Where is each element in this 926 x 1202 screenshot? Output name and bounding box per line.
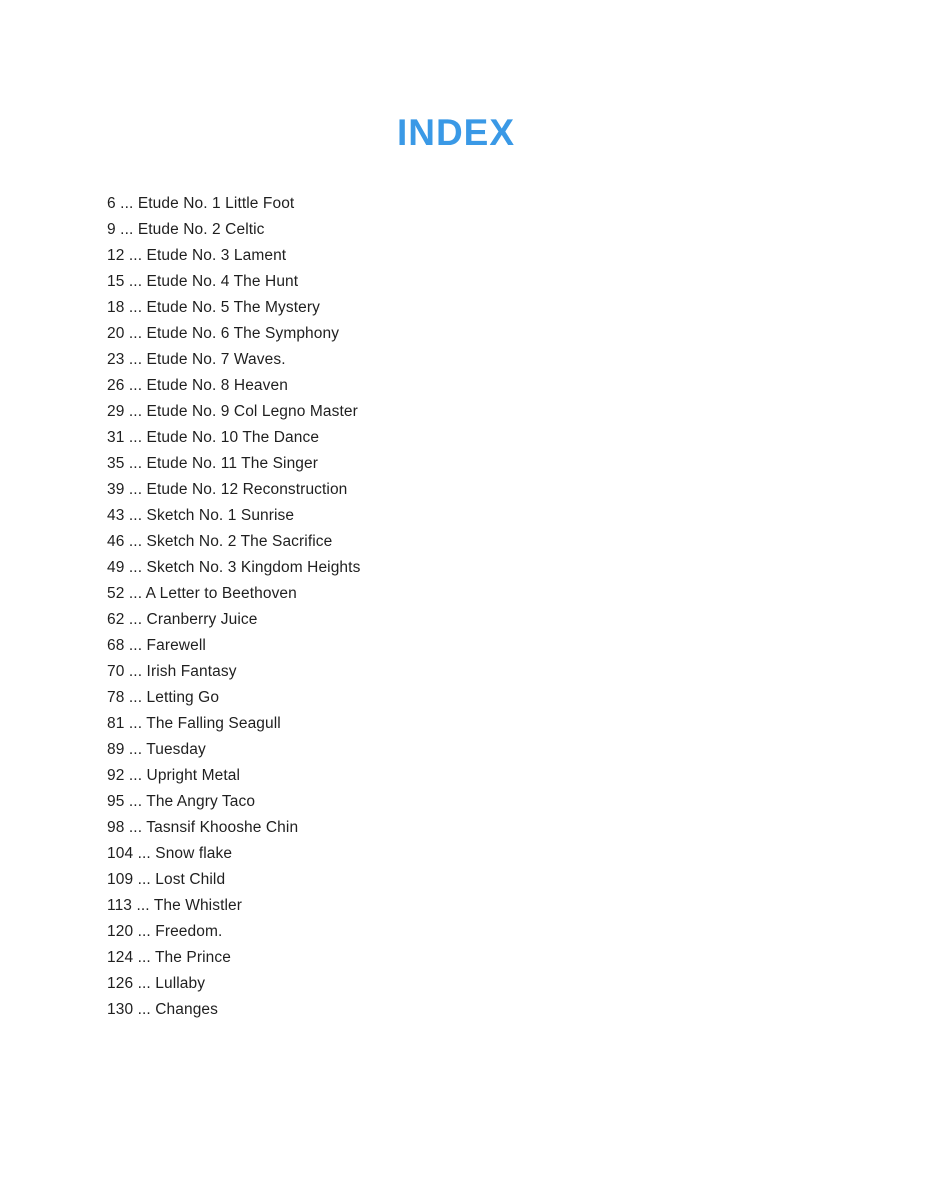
index-entry [107, 789, 807, 815]
index-entry [107, 711, 807, 737]
entry-separator: ... [128, 585, 143, 602]
entry-separator: ... [128, 481, 143, 498]
entry-title: Sketch No. 3 Kingdom Heights [146, 559, 361, 576]
entry-title: Cranberry Juice [146, 611, 258, 628]
entry-page-number: 35 [107, 455, 125, 472]
entry-separator: ... [128, 377, 143, 394]
index-entry [107, 217, 807, 243]
entry-separator: ... [128, 247, 143, 264]
entry-page-number: 124 [107, 949, 134, 966]
entry-title: The Falling Seagull [146, 715, 281, 732]
index-entry [107, 321, 807, 347]
entry-page-number: 12 [107, 247, 125, 264]
entry-page-number: 29 [107, 403, 125, 420]
entry-separator: ... [128, 403, 143, 420]
entry-page-number: 68 [107, 637, 125, 654]
entry-separator: ... [128, 689, 143, 706]
entry-separator: ... [128, 533, 143, 550]
entry-page-number: 130 [107, 1001, 134, 1018]
entry-page-number: 20 [107, 325, 125, 342]
entry-page-number: 98 [107, 819, 125, 836]
index-entry [107, 477, 807, 503]
index-entry [107, 815, 807, 841]
entry-title: Etude No. 7 Waves. [146, 351, 286, 368]
entry-title: The Whistler [153, 897, 243, 914]
entry-title: Lost Child [155, 871, 226, 888]
index-entry [107, 841, 807, 867]
entry-title: Etude No. 11 The Singer [146, 455, 319, 472]
entry-page-number: 9 [107, 221, 116, 238]
entry-separator: ... [128, 715, 143, 732]
entry-page-number: 43 [107, 507, 125, 524]
entry-page-number: 62 [107, 611, 125, 628]
index-entry [107, 919, 807, 945]
index-entry [107, 685, 807, 711]
entry-page-number: 46 [107, 533, 125, 550]
index-entry [107, 607, 807, 633]
entry-separator: ... [128, 767, 143, 784]
entry-separator: ... [128, 611, 143, 628]
entry-title: The Prince [154, 949, 231, 966]
entry-page-number: 89 [107, 741, 125, 758]
entry-separator: ... [128, 273, 143, 290]
entry-separator: ... [128, 819, 143, 836]
index-entry [107, 893, 807, 919]
page-title: INDEX [396, 112, 516, 153]
entry-separator: ... [128, 325, 143, 342]
entry-separator: ... [128, 663, 143, 680]
entry-page-number: 126 [107, 975, 134, 992]
entry-page-number: 31 [107, 429, 125, 446]
entry-title: Etude No. 6 The Symphony [146, 325, 340, 342]
entry-separator: ... [128, 429, 143, 446]
entry-title: Lullaby [155, 975, 206, 992]
index-entry [107, 295, 807, 321]
entry-page-number: 104 [107, 845, 134, 862]
entry-title: A Letter to Beethoven [145, 585, 297, 602]
entry-separator: ... [128, 637, 143, 654]
entry-page-number: 6 [107, 195, 116, 212]
entry-title: Snow flake [155, 845, 233, 862]
entry-title: Farewell [146, 637, 206, 654]
entry-page-number: 81 [107, 715, 125, 732]
entry-title: Etude No. 8 Heaven [146, 377, 288, 394]
index-entry [107, 399, 807, 425]
index-entry [107, 659, 807, 685]
index-entry [107, 425, 807, 451]
index-entry [107, 373, 807, 399]
entry-title: Etude No. 4 The Hunt [146, 273, 299, 290]
entry-title: Letting Go [146, 689, 220, 706]
entry-title: Etude No. 12 Reconstruction [146, 481, 348, 498]
entry-separator: ... [137, 923, 151, 940]
entry-title: Sketch No. 1 Sunrise [146, 507, 295, 524]
index-entry [107, 555, 807, 581]
index-entry [107, 269, 807, 295]
index-list [107, 191, 807, 1023]
entry-page-number: 70 [107, 663, 125, 680]
entry-page-number: 113 [107, 897, 133, 914]
entry-title: Etude No. 5 The Mystery [146, 299, 320, 316]
entry-page-number: 18 [107, 299, 125, 316]
entry-title: Upright Metal [146, 767, 241, 784]
entry-separator: ... [128, 299, 143, 316]
entry-separator: ... [137, 871, 151, 888]
index-entry [107, 581, 807, 607]
entry-page-number: 52 [107, 585, 125, 602]
entry-title: Sketch No. 2 The Sacrifice [146, 533, 333, 550]
entry-separator: ... [137, 949, 151, 966]
entry-title: Changes [155, 1001, 218, 1018]
entry-separator: ... [128, 741, 143, 758]
index-entry [107, 737, 807, 763]
entry-separator: ... [128, 793, 143, 810]
index-entry [107, 945, 807, 971]
index-entry [107, 243, 807, 269]
entry-separator: ... [137, 975, 151, 992]
index-entry [107, 633, 807, 659]
entry-title: Tasnsif Khooshe Chin [146, 819, 299, 836]
entry-title: Etude No. 10 The Dance [146, 429, 320, 446]
index-entry [107, 529, 807, 555]
entry-page-number: 92 [107, 767, 125, 784]
entry-page-number: 95 [107, 793, 125, 810]
entry-separator: ... [136, 897, 150, 914]
index-entry [107, 971, 807, 997]
entry-page-number: 15 [107, 273, 125, 290]
index-entry [107, 347, 807, 373]
entry-title: Etude No. 1 Little Foot [137, 195, 295, 212]
entry-page-number: 26 [107, 377, 125, 394]
entry-title: Etude No. 2 Celtic [137, 221, 265, 238]
entry-separator: ... [128, 455, 143, 472]
entry-separator: ... [128, 351, 143, 368]
entry-page-number: 78 [107, 689, 125, 706]
index-entry [107, 191, 807, 217]
index-entry [107, 997, 807, 1023]
entry-separator: ... [120, 221, 134, 238]
entry-separator: ... [128, 507, 143, 524]
entry-title: Freedom. [155, 923, 223, 940]
entry-title: Tuesday [146, 741, 206, 758]
entry-page-number: 120 [107, 923, 134, 940]
entry-title: Etude No. 9 Col Legno Master [146, 403, 358, 420]
entry-page-number: 23 [107, 351, 125, 368]
entry-page-number: 49 [107, 559, 125, 576]
index-entry [107, 451, 807, 477]
entry-title: Irish Fantasy [146, 663, 237, 680]
index-entry [107, 763, 807, 789]
entry-separator: ... [137, 845, 151, 862]
index-entry [107, 867, 807, 893]
entry-separator: ... [120, 195, 134, 212]
entry-title: Etude No. 3 Lament [146, 247, 287, 264]
entry-title: The Angry Taco [146, 793, 256, 810]
index-entry [107, 503, 807, 529]
entry-page-number: 109 [107, 871, 134, 888]
entry-page-number: 39 [107, 481, 125, 498]
entry-separator: ... [128, 559, 143, 576]
entry-separator: ... [137, 1001, 151, 1018]
